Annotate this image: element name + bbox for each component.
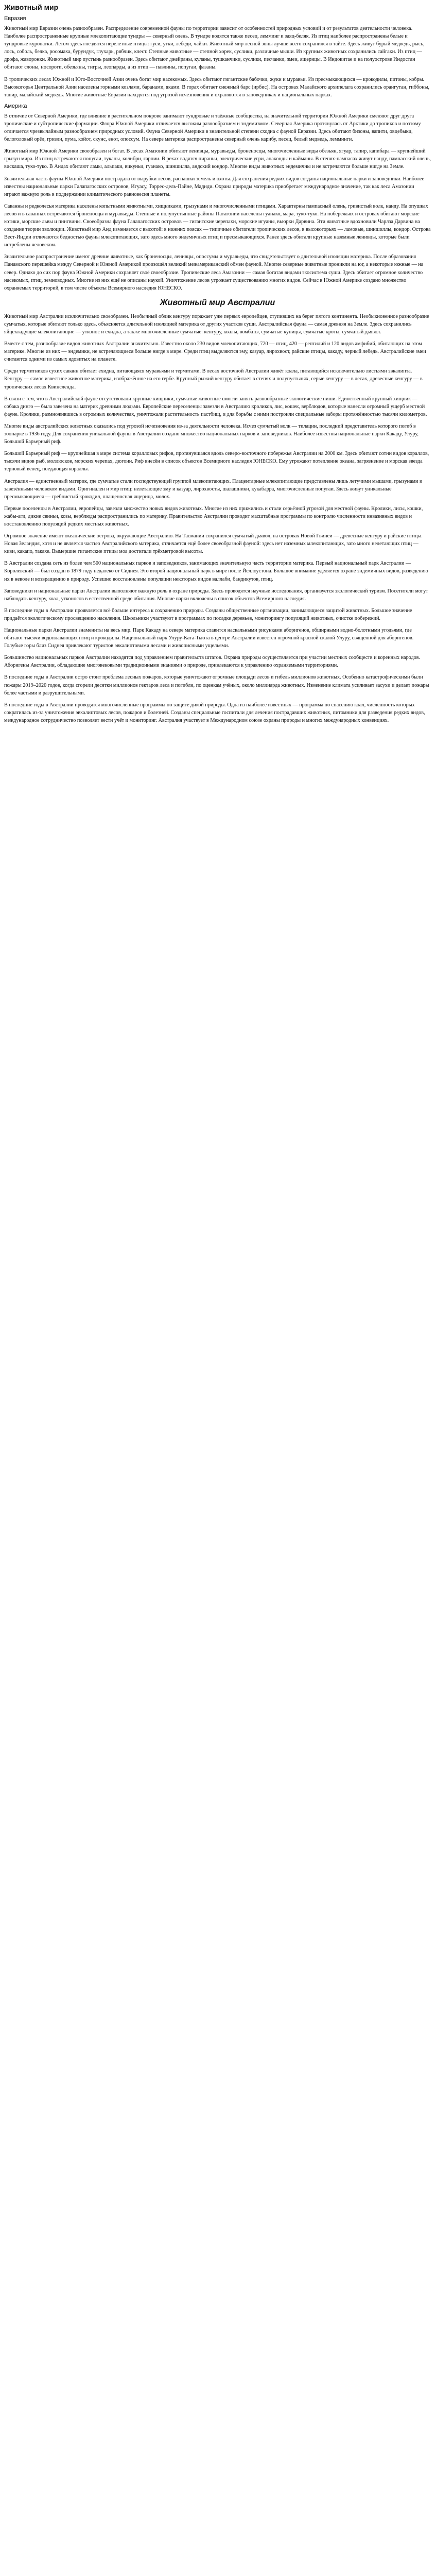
eurasia-heading: Евразия <box>4 15 26 22</box>
australia-paragraph: В последние годы в Австралии проводятся многочисленные программы по защите дикой природы. Одна из наиболее известных — программа по спасению коал, численность которых сократилась из-за уничтожения эвкалиптовых лесов, пожаров и болезней. Созданы специальные госпитали для лечения пострадавших животных, питомники для разведения редких видов, международное сотрудничество позволяет вести учёт и мониторинг. Австралия участвует в Международном союзе охраны природы и многих международных конвенциях. <box>4 702 425 723</box>
america-paragraph: Саванны и редколесья материка населены копытными животными, хищниками, грызунами и многочисленными птицами. Характерны пампасный олень, гривистый волк, нанду. На опушках лесов и в саваннах встречаются броненосцы и муравьеды. Степные и полупустынные районы Патагонии населены гуанако, мара, туко-туко. На побережьях и островах обитают морские котики, морские львы и пингвины. Своеобразна фауна Галапагосских островов — гигантские черепахи, морские игуаны, вьюрки Дарвина. Эти животные вдохновили Чарлза Дарвина на создание теории эволюции. Животный мир Анд изменяется с высотой: в нижних поясах — типичные обитатели тропических лесов, в высокогорьях — ламовые, шиншиллы, кондор. Острова Вест-Индии отличаются бедностью фауны млекопитающих, зато здесь много эндемичных птиц и пресмыкающихся. Ранее здесь обитали крупные наземные ленивцы, которые были истреблены человеком. <box>4 203 431 248</box>
eurasia-paragraph: В тропических лесах Южной и Юго-Восточной Азии очень богат мир насекомых. Здесь обитают гигантские бабочки, жуки и муравьи. Из пресмыкающихся — крокодилы, питоны, кобры. Высокогорья Центральной Азии населены горными козлами, баранами, яками. В горах обитает снежный барс (ирбис). На островах Малайского архипелага сохранились орангутан, гиббоны, тапир, малайский медведь. Многие животные Евразии находятся под угрозой исчезновения и охраняются в заповедниках и национальных парках. <box>4 76 430 98</box>
australia-paragraph: Вместе с тем, разнообразие видов животных Австралии значительно. Известно около 230 видов млекопитающих, 720 — птиц, 420 — рептилий и 120 видов амфибий, обитающих на этом материке. Многие из них — эндемики, не встречающиеся больше нигде в мире. Среди птиц выделяются эму, казуар, лирохвост, райские птицы, какаду, черный лебедь. Австралийские змеи считаются одними из самых ядовитых на планете. <box>4 341 426 363</box>
america-paragraph: Значительная часть фауны Южной Америки пострадала от вырубки лесов, распашки земель и охоты. Для сохранения редких видов созданы национальные парки и заповедники. Наиболее известны национальные парки Галапагосских островов, Игуасу, Торрес-дель-Пайне, Мадиди. Охрана природы материка приобретает международное значение, так как леса Амазонии играют важную роль в поддержании климатического равновесия планеты. <box>4 176 425 197</box>
australia-paragraph: Большинство национальных парков Австралии находятся под управлением правительств штатов. Охрана природы осуществляется при участии местных сообществ и коренных народов. Аборигены Австралии, обладающие многовековыми традиционными знаниями о природе, привлекаются к управлению охраняемыми территориями. <box>4 655 421 669</box>
australia-paragraph: Заповедники и национальные парки Австралии выполняют важную роль в охране природы. Здесь проводятся научные исследования, организуется экологический туризм. Посетители могут наблюдать кенгуру, коал, утконосов в естественной среде обитания. Многие парки включены в список объектов Всемирного наследия. <box>4 588 428 602</box>
australia-paragraph: Среди термитников сухих саванн обитает ехидна, питающаяся муравьями и термитами. В лесах восточной Австралии живёт коала, питающийся исключительно листьями эвкалипта. Кенгуру — самое известное животное материка, изображённое на его гербе. Крупный рыжий кенгуру обитает в степях и полупустынях, серые кенгуру — в лесах, древесные кенгуру — в тропических лесах Квинсленда. <box>4 368 423 390</box>
australia-paragraph: В последние годы в Австралии проявляется всё больше интереса к сохранению природы. Созданы общественные организации, занимающиеся защитой животных. Большое значение придаётся экологическому просвещению населения. Школьники участвуют в программах по посадке деревьев, мониторингу популяций животных, очистке побережий. <box>4 607 412 621</box>
australia-paragraph: Животный мир Австралии исключительно своеобразен. Необычный облик кенгуру поражает уже первых европейцев, ступивших на берег пятого континента. Необыкновенное разнообразие сумчатых, которые обитают только здесь, объясняется длительной изоляцией материка от других участков суши. Австралийская фауна — самая древняя на Земле. Здесь сохранились яйцекладущие млекопитающие — утконос и ехидна, а также многочисленные сумчатые: кенгуру, коалы, вомбаты, сумчатые куницы, сумчатые кроты, сумчатый дьявол. <box>4 313 429 335</box>
australia-paragraph: Национальные парки Австралии знамениты на весь мир. Парк Какаду на севере материка славится наскальными рисунками аборигенов, обширными водно-болотными угодьями, где обитают тысячи водоплавающих птиц и крокодилы. Национальный парк Улуру-Ката-Тьюта в центре Австралии известен огромной красной скалой Улуру, священной для аборигенов. Голубые горы близ Сиднея привлекают туристов эвкалиптовыми лесами и живописными ущельями. <box>4 628 414 649</box>
eurasia-section <box>4 15 431 99</box>
america-heading: Америка <box>4 103 27 109</box>
america-section <box>4 103 431 292</box>
page-title: Животный мир <box>4 3 59 11</box>
america-paragraph: Значительное распространение имеют древние животные, как броненосцы, ленивцы, опоссумы и муравьеды, что свидетельствует о длительной изоляции материка. После образования Панамского перешейка между Северной и Южной Америкой произошёл великий межамериканский обмен фауной. Многие северные животные проникли на юг, а некоторые южные — на север. Однако до сих пор фауна Южной Америки сохраняет своё своеобразие. Тропические леса Амазонии — самая богатая видами экосистема суши. Здесь обитает огромное количество насекомых, птиц, земноводных. Многие из них ещё не описаны наукой. Уничтожение лесов угрожает существованию многих видов. Сейчас в Южной Америке создано множество охраняемых территорий, в том числе объекты Всемирного наследия ЮНЕСКО. <box>4 254 424 291</box>
america-paragraph: В отличие от Северной Америки, где влияние в растительном покрове занимают тундровые и таёжные сообщества, на значительной территории Южной Америки сменяют друг друга тропические и субтропические формации. Флора Южной Америки отличается высоким разнообразием и эндемизмом. Северная Америка протянулась от Арктики до тропиков и поэтому отличается чрезвычайным разнообразием природных условий. Фауна Северной Америки в значительной степени сходна с фауной Евразии. Здесь обитают бизоны, вапити, овцебыки, белоголовый орёл, гризли, пума, койот, скунс, енот, опоссум. На севере материка распространены северный олень карибу, песец, белый медведь, лемминги. <box>4 113 421 143</box>
australia-paragraph: В последние годы в Австралии остро стоит проблема лесных пожаров, которые уничтожают огромные площади лесов и гибель миллионов животных. Особенно катастрофическими были пожары 2019–2020 годов, когда сгорели десятки миллионов гектаров леса и погибли, по оценкам учёных, около миллиарда животных. Изменение климата усиливает засухи и делает пожары более частыми и разрушительными. <box>4 674 429 696</box>
australia-paragraph: Австралия — единственный материк, где сумчатые стали господствующей группой млекопитающих. Плацентарные млекопитающие представлены лишь летучими мышами, грызунами и завезёнными человеком видами. Оригинален и мир птиц: нелетающие эму и казуар, лирохвосты, шалашники, кукабарра, многочисленные попугаи. Здесь живут уникальные пресмыкающиеся — гребнистый крокодил, плащеносная ящерица, молох. <box>4 478 423 500</box>
eurasia-paragraph: Животный мир Евразии очень разнообразен. Распределение современной фауны по территории зависит от особенностей природных условий и от результатов деятельности человека. Наиболее распространенные крупные млекопитающие тундры — северный олень. В тундре водятся также песец, лемминг и заяц-беляк. Из птиц наиболее распространены белые и тундровые куропатки. Летом здесь гнездятся перелетные птицы: гуси, утки, лебеди, чайки. Животный мир лесной зоны лучше всего сохранился в тайге. Здесь живут бурый медведь, рысь, лось, соболь, белка, росомаха, бурундук, глухарь, рябчик, клест. Степные животные — степной хорек, суслики, различные мыши. Из крупных животных сохранились сайгаки. Из птиц — дрофа, жаворонки. Животный мир пустынь разнообразен. Здесь обитают джейраны, куланы, тушканчики, суслики, песчанки, змеи, ящерицы. В Индокитае и на полуострове Индостан обитают слоны, носороги, обезьяны, тигры, леопарды, а из птиц — павлины, попугаи, фазаны. <box>4 26 425 71</box>
australia-paragraph: В связи с тем, что в Австралийской фауне отсутствовали крупные хищники, сумчатые животные смогли занять разнообразные экологические ниши. Единственный крупный хищник — собака динго — была завезена на материк древними людьми. Европейские переселенцы завезли в Австралию кроликов, лис, кошек, верблюдов, которые нанесли огромный ущерб местной фауне. Кролики, размножившись в огромных количествах, уничтожали растительность пастбищ, и для борьбы с ними построили специальные заборы протяжённостью тысячи километров. <box>4 396 427 417</box>
america-paragraph: Животный мир Южной Америки своеобразен и богат. В лесах Амазонии обитают ленивцы, муравьеды, броненосцы, многочисленные виды обезьян, ягуар, тапир, капибара — крупнейший грызун мира. Из птиц встречаются попугаи, туканы, колибри, гарпии. В реках водятся пираньи, электрические угри, анаконды и кайманы. В степях-пампасах живут нанду, пампасский олень, вискаша, туко-туко. В Андах обитают ламы, альпаки, викуньи, гуанако, шиншилла, андский кондор. Многие виды животных эндемичны и не встречаются больше нигде на Земле. <box>4 148 431 170</box>
australia-paragraph: В Австралии создана сеть из более чем 500 национальных парков и заповедников, занимающих значительную часть территории материка. Первый национальный парк Австралии — Королевский — был создан в 1879 году недалеко от Сиднея. Это второй национальный парк в мире после Йеллоустона. Большое внимание уделяется охране эндемичных видов, разведению их в неволе и возвращению в природу. Успешно восстановлены популяции некоторых видов валлаби, бандикутов, птиц. <box>4 561 428 582</box>
australia-section <box>4 298 431 724</box>
australia-paragraph: Огромное значение имеют океанические острова, окружающие Австралию. На Тасмании сохранился сумчатый дьявол, на островах Новой Гвинеи — древесные кенгуру и райские птицы. Новая Зеландия, хотя и не является частью Австралийского материка, отличается ещё более своеобразной фауной: здесь нет наземных млекопитающих, зато много нелетающих птиц — киви, какапо, такахе. Вымершие гигантские птицы моа достигали трёхметровой высоты. <box>4 533 423 555</box>
australia-paragraph: Многие виды австралийских животных оказались под угрозой исчезновения из-за деятельности человека. Исчез сумчатый волк — тилацин, последний представитель которого погиб в зоопарке в 1936 году. Для сохранения уникальной фауны в Австралии создано множество национальных парков и заповедников. Наиболее известны национальные парки Какаду, Улуру, Большой Барьерный риф. <box>4 423 418 445</box>
australia-paragraph: Большой Барьерный риф — крупнейшая в мире система коралловых рифов, протянувшаяся вдоль северо-восточного побережья Австралии на 2000 км. Здесь обитают сотни видов кораллов, тысячи видов рыб, моллюсков, морских черепах, дюгони. Риф внесён в список объектов Всемирного наследия ЮНЕСКО. Ему угрожают потепление океана, загрязнение и морская звезда терновый венец, поедающая кораллы. <box>4 451 429 472</box>
australia-paragraph: Первые поселенцы в Австралии, европейцы, завезли множество новых видов животных. Многие из них прижились и стали серьёзной угрозой для местной фауны. Кролики, лисы, кошки, жабы-аги, дикие свиньи, козы, верблюды распространились по материку. Правительство Австралии проводит масштабные программы по контролю численности инвазивных видов и восстановлению популяций редких местных животных. <box>4 505 423 527</box>
page <box>0 0 436 739</box>
australia-heading: Животный мир Австралии <box>160 298 275 307</box>
